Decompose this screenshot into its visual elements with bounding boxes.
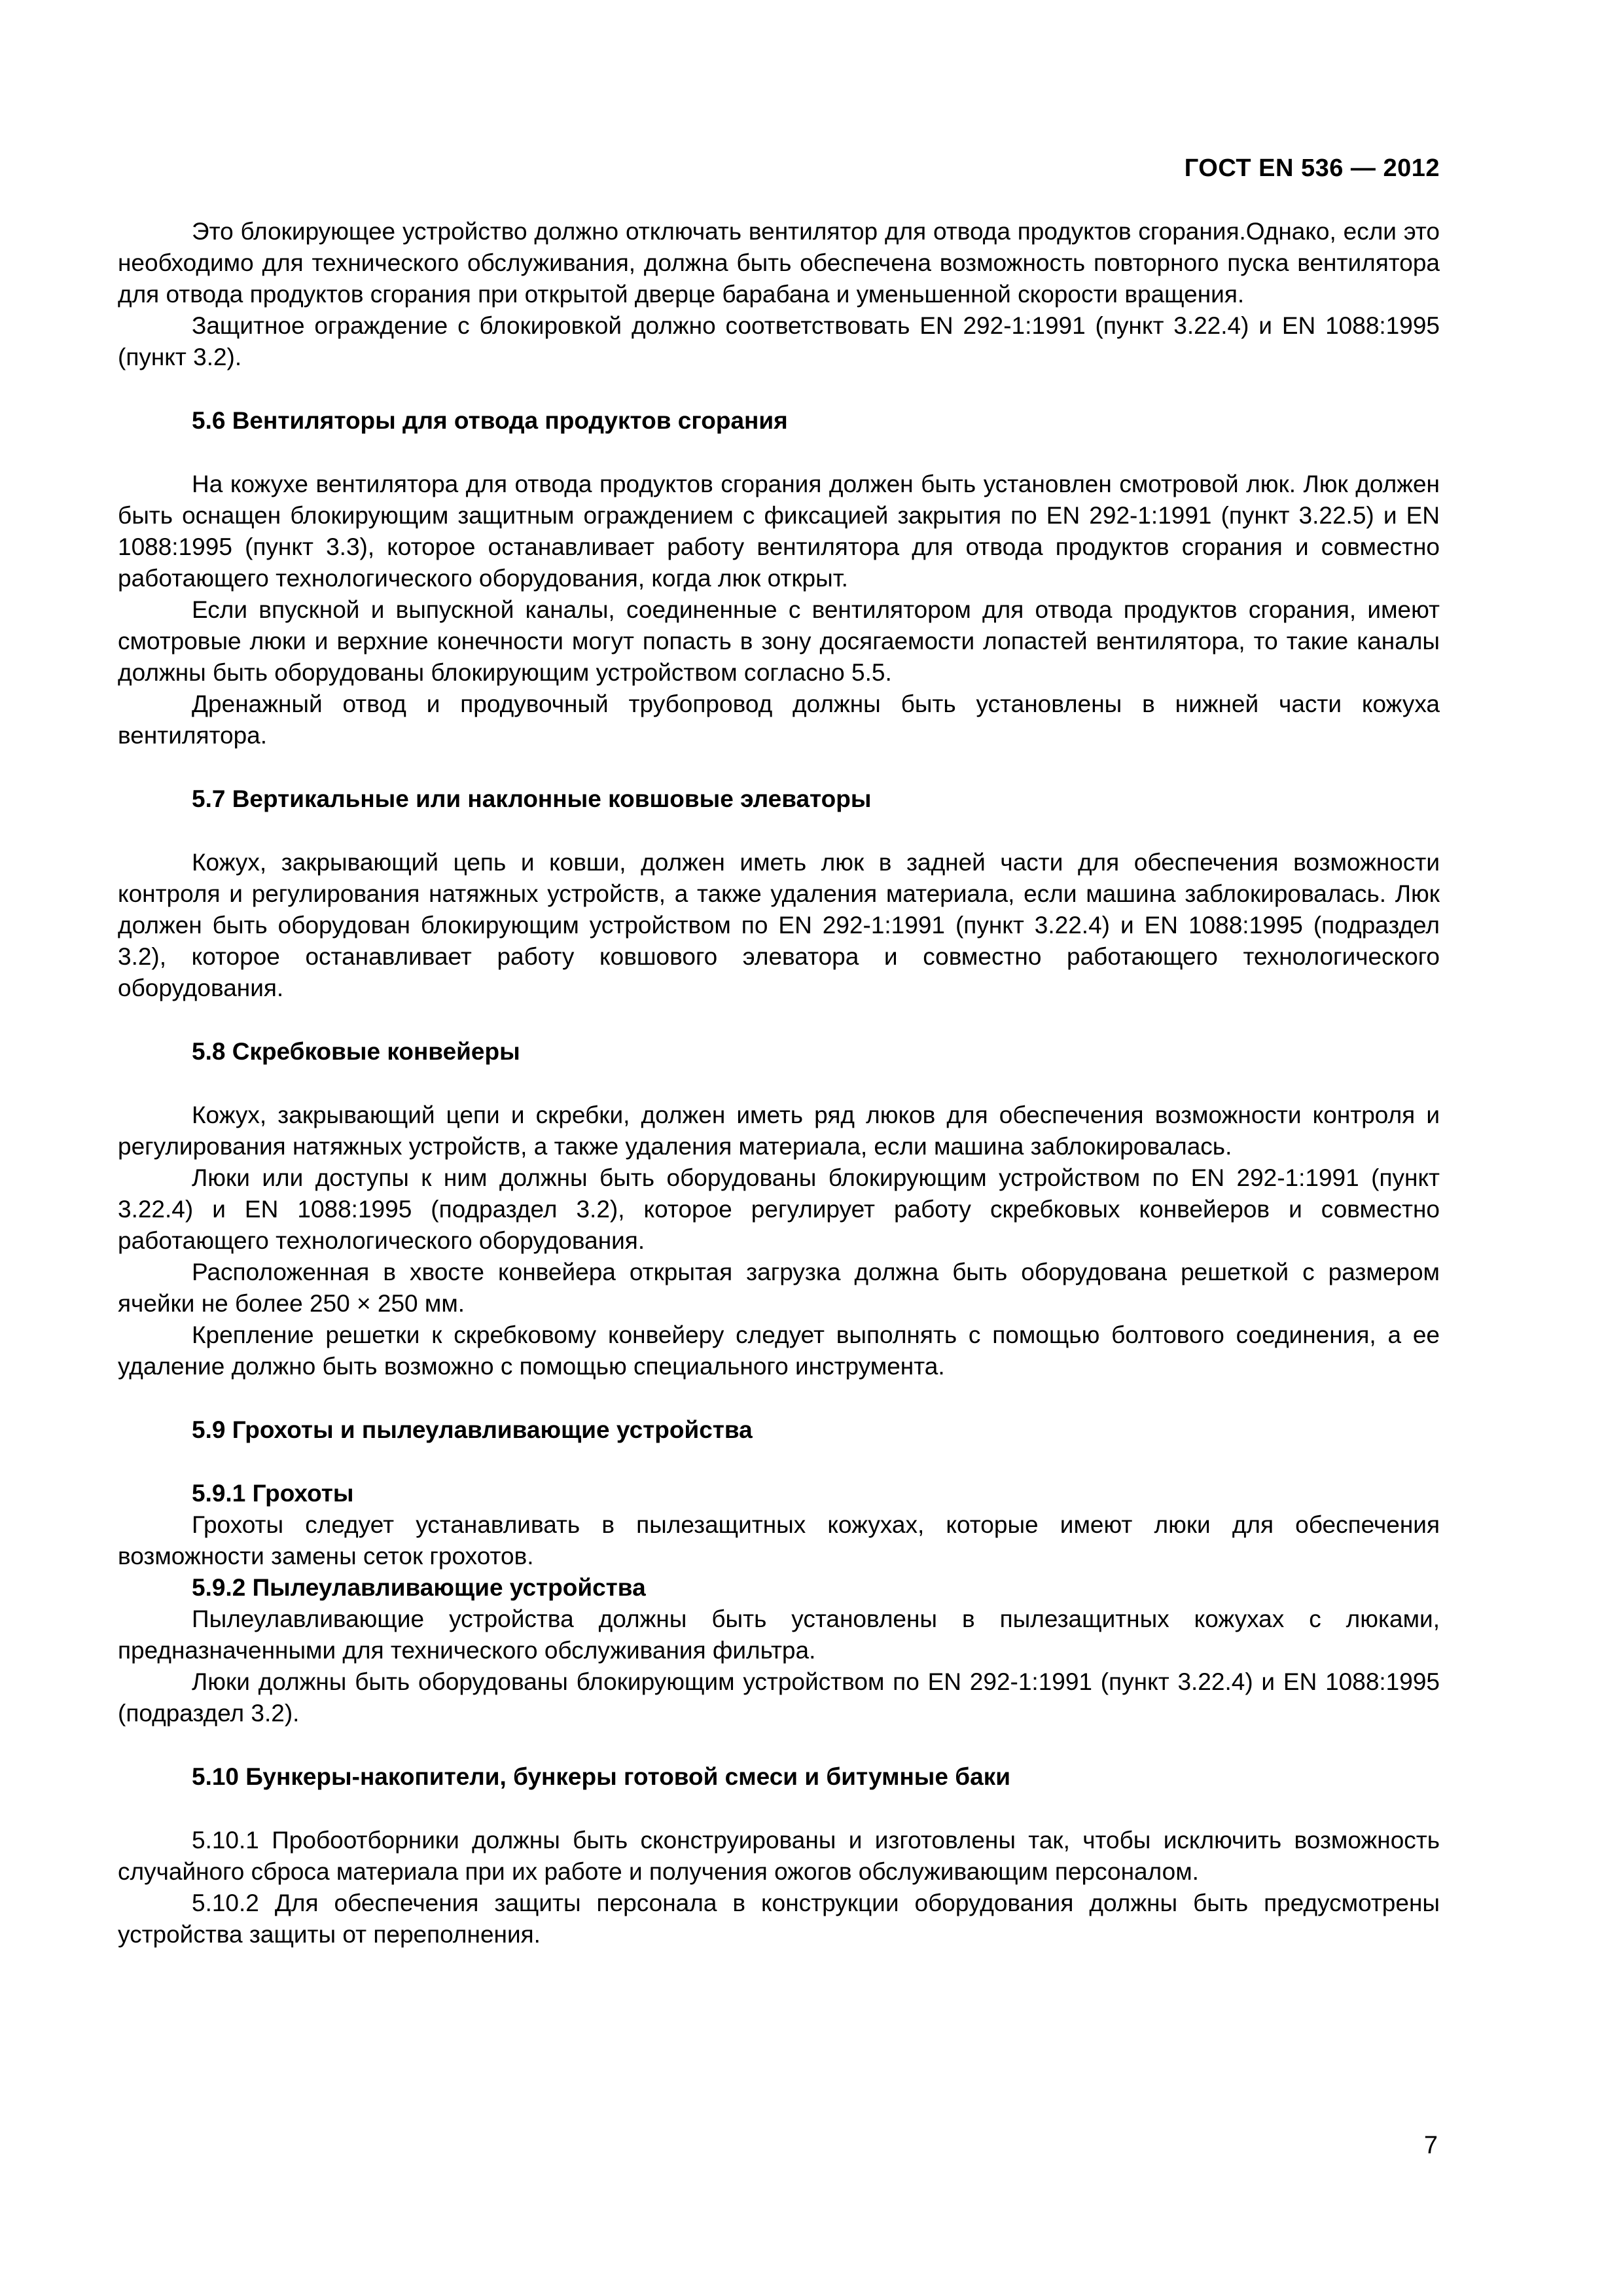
paragraph: Если впускной и выпускной каналы, соединенные с вентилятором для отвода продуктов сгорания, имеют смотровые люки и верхние конечности могут попасть в зону досягаемости лопастей вентилятора, то такие каналы должны быть оборудованы блокирующим устройством согласно 5.5. (118, 596, 1440, 686)
paragraph: Кожух, закрывающий цепи и скребки, должен иметь ряд люков для обеспечения возможности контроля и регулирования натяжных устройств, а также удаления материала, если машина заблокировалась. (118, 1102, 1440, 1160)
paragraph: 5.10.1 Пробоотборники должны быть сконструированы и изготовлены так, чтобы исключить возможность случайного сброса материала при их работе и получения ожогов обслуживающим персоналом. (118, 1827, 1440, 1885)
page-number: 7 (1423, 2132, 1438, 2159)
paragraph: Люки должны быть оборудованы блокирующим устройством по EN 292-1:1991 (пункт 3.22.4) и EN 1088:1995 (подраздел 3.2). (118, 1668, 1440, 1727)
paragraph: Защитное ограждение с блокировкой должно соответствовать EN 292-1:1991 (пункт 3.22.4) и EN 1088:1995 (пункт 3.2). (118, 312, 1440, 370)
paragraph: На кожухе вентилятора для отвода продуктов сгорания должен быть установлен смотровой люк. Люк должен быть оснащен блокирующим защитным ограждением с фиксацией закрытия по EN 292-1:1991 (пункт 3.22.5) и EN 1088:1995 (пункт 3.3), которое останавливает работу вентилятора для отвода продуктов сгорания и совместно работающего технологического оборудования, когда люк открыт. (118, 471, 1440, 592)
section-heading-5-7: 5.7 Вертикальные или наклонные ковшовые элеваторы (192, 785, 872, 812)
paragraph: Кожух, закрывающий цепь и ковши, должен иметь люк в задней части для обеспечения возможности контроля и регулирования натяжных устройств, а также удаления материала, если машина заблокировалась. Люк должен быть оборудован блокирующим устройством по EN 292-1:1991 (пункт 3.22.4) и EN 1088:1995 (подраздел 3.2), которое останавливает работу ковшового элеватора и совместно работающего технологического оборудования. (118, 849, 1440, 1001)
paragraph: Люки или доступы к ним должны быть оборудованы блокирующим устройством по EN 292-1:1991 (пункт 3.22.4) и EN 1088:1995 (подраздел 3.2), которое регулирует работу скребковых конвейеров и совместно работающего технологического оборудования. (118, 1164, 1440, 1254)
paragraph: Дренажный отвод и продувочный трубопровод должны быть установлены в нижней части кожуха вентилятора. (118, 691, 1440, 749)
paragraph: Пылеулавливающие устройства должны быть установлены в пылезащитных кожухах с люками, предназначенными для технического обслуживания фильтра. (118, 1605, 1440, 1664)
section-heading-5-8: 5.8 Скребковые конвейеры (192, 1038, 520, 1065)
section-heading-5-10: 5.10 Бункеры-накопители, бункеры готовой смеси и битумные баки (192, 1763, 1010, 1790)
paragraph: Это блокирующее устройство должно отключать вентилятор для отвода продуктов сгорания.Однако, если это необходимо для технического обслуживания, должна быть обеспечена возможность повторного пуска вентилятора для отвода продуктов сгорания при открытой дверце барабана и уменьшенной скорости вращения. (118, 218, 1440, 308)
document-body (118, 216, 1440, 1950)
subsection-heading-5-9-1: 5.9.1 Грохоты (192, 1480, 354, 1507)
paragraph: Грохоты следует устанавливать в пылезащитных кожухах, которые имеют люки для обеспечения возможности замены сеток грохотов. (118, 1511, 1440, 1570)
document-code-header: ГОСТ EN 536 — 2012 (1184, 154, 1440, 182)
section-heading-5-9: 5.9 Грохоты и пылеулавливающие устройства (192, 1416, 753, 1443)
paragraph: Расположенная в хвосте конвейера открытая загрузка должна быть оборудована решеткой с размером ячейки не более 250 × 250 мм. (118, 1259, 1440, 1317)
paragraph: 5.10.2 Для обеспечения защиты персонала в конструкции оборудования должны быть предусмотрены устройства защиты от переполнения. (118, 1890, 1440, 1948)
section-heading-5-6: 5.6 Вентиляторы для отвода продуктов сгорания (192, 407, 788, 434)
paragraph: Крепление решетки к скребковому конвейеру следует выполнять с помощью болтового соединения, а ее удаление должно быть возможно с помощью специального инструмента. (118, 1321, 1440, 1380)
subsection-heading-5-9-2: 5.9.2 Пылеулавливающие устройства (192, 1574, 646, 1601)
